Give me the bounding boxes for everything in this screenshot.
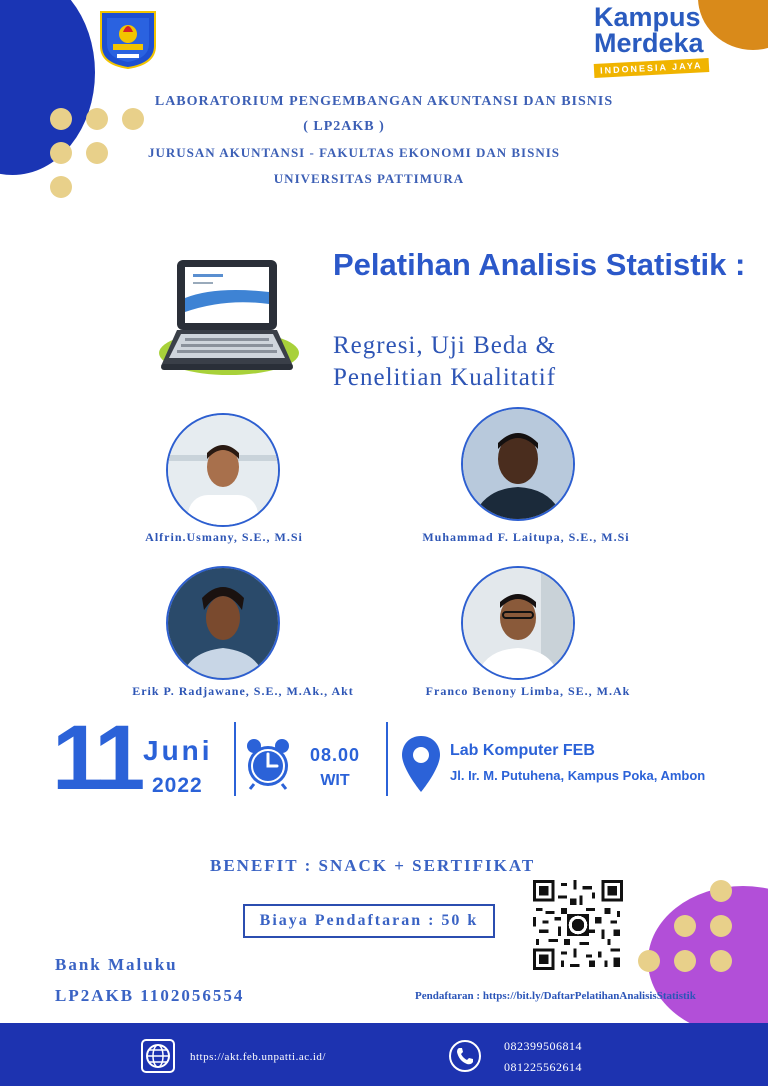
event-title: Pelatihan Analisis Statistik : [333, 247, 746, 282]
header-lab-name: LABORATORIUM PENGEMBANGAN AKUNTANSI DAN BISNIS [154, 94, 614, 109]
event-year: 2022 [152, 774, 203, 797]
bank-account: LP2AKB 1102056554 [55, 986, 245, 1005]
university-logo [97, 8, 159, 70]
header-department: JURUSAN AKUNTANSI - FAKULTAS EKONOMI DAN BISNIS [147, 145, 561, 160]
phone-icon [448, 1039, 482, 1073]
event-day: 11 [52, 707, 142, 809]
event-time: 08.00 [309, 745, 361, 765]
header-lab-acronym: ( LP2AKB ) [303, 119, 385, 134]
event-place-address: Jl. Ir. M. Putuhena, Kampus Poka, Ambon [450, 768, 706, 783]
event-subtitle-line1: Regresi, Uji Beda & [333, 332, 557, 359]
kampus-merdeka-logo [594, 4, 734, 75]
event-subtitle-line2: Penelitian Kualitatif [333, 364, 557, 391]
laptop-illustration [155, 258, 300, 383]
dot [674, 950, 696, 972]
speaker-name-2: Muhammad F. Laitupa, S.E., M.Si [422, 530, 630, 544]
footer-phone-1[interactable]: 082399506814 [504, 1039, 582, 1053]
kampus-merdeka-tagline: INDONESIA JAYA [594, 58, 709, 78]
fee-text: Biaya Pendaftaran : 50 k [259, 912, 479, 929]
registration-qr-code[interactable] [533, 880, 623, 970]
kampus-merdeka-logo-line1: Kampus [594, 2, 701, 32]
speaker-photo-3 [166, 566, 280, 680]
speaker-name-4: Franco Benony Limba, SE., M.Ak [425, 684, 631, 698]
event-timezone: WIT [320, 772, 350, 789]
footer-website-link[interactable]: https://akt.feb.unpatti.ac.id/ [190, 1051, 326, 1063]
globe-icon [140, 1038, 176, 1074]
dot [710, 950, 732, 972]
footer-phone-2[interactable]: 081225562614 [504, 1060, 582, 1074]
bank-name: Bank Maluku [55, 955, 178, 974]
speaker-photo-2 [461, 407, 575, 521]
speaker-name-1: Alfrin.Usmany, S.E., M.Si [145, 530, 303, 544]
dot [710, 915, 732, 937]
divider [386, 722, 388, 796]
event-month: Juni [143, 735, 213, 766]
location-pin-icon [400, 734, 442, 794]
event-place-name: Lab Komputer FEB [450, 742, 595, 759]
event-subtitle [333, 330, 753, 394]
dot [674, 915, 696, 937]
header-university: UNIVERSITAS PATTIMURA [273, 171, 465, 186]
decorative-purple-circle [648, 886, 768, 1036]
registration-link[interactable]: Pendaftaran : https://bit.ly/DaftarPelatihanAnalisisStatistik [415, 990, 696, 1002]
speaker-name-3: Erik P. Radjawane, S.E., M.Ak., Akt [132, 684, 354, 698]
dot [710, 880, 732, 902]
benefit-text: BENEFIT : SNACK + SERTIFIKAT [210, 856, 536, 875]
divider [234, 722, 236, 796]
speaker-photo-4 [461, 566, 575, 680]
dot [638, 950, 660, 972]
alarm-clock-icon [244, 738, 292, 790]
footer-bar [0, 1023, 768, 1086]
speaker-photo-1 [166, 413, 280, 527]
kampus-merdeka-logo-line2: Merdeka [594, 28, 704, 58]
